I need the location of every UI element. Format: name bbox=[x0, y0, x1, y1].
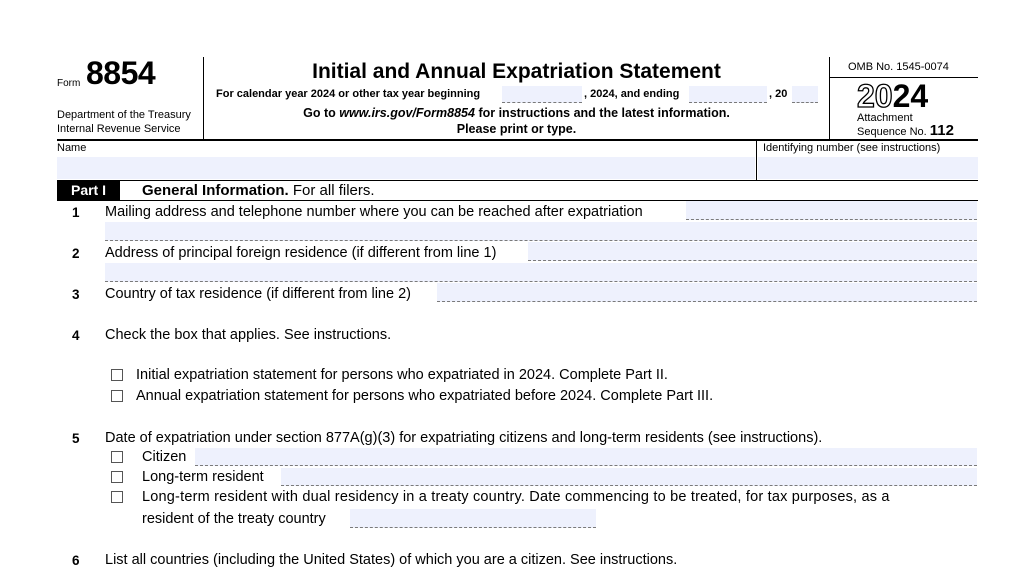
goto-suffix: for instructions and the latest information. bbox=[478, 106, 730, 120]
goto-prefix: Go to bbox=[303, 106, 336, 120]
long-term-resident-checkbox[interactable] bbox=[111, 471, 123, 483]
line3-number: 3 bbox=[72, 287, 80, 302]
part1-tag bbox=[57, 181, 120, 200]
goto-url[interactable]: www.irs.gov/Form8854 bbox=[339, 106, 475, 120]
header-divider-right bbox=[829, 57, 830, 139]
sequence-number: 112 bbox=[929, 122, 954, 139]
part1-heading bbox=[142, 182, 375, 199]
annual-statement-label: Annual expatriation statement for persons who expatriated before 2024. Complete Part III. bbox=[136, 388, 714, 404]
line6-number: 6 bbox=[72, 553, 80, 568]
tax-year-label: For calendar year 2024 or other tax year beginning bbox=[216, 88, 481, 100]
identifying-number-field[interactable] bbox=[758, 157, 978, 179]
part1-subtitle: For all filers. bbox=[292, 182, 375, 199]
tax-year-20-label: , 20 bbox=[769, 88, 788, 100]
tax-year-display bbox=[857, 78, 928, 114]
goto-instructions bbox=[204, 106, 829, 120]
line2-field-a[interactable] bbox=[528, 242, 977, 261]
sequence-row bbox=[857, 122, 954, 139]
sequence-label: Sequence No. bbox=[857, 126, 927, 138]
part1-tag-text: Part I bbox=[70, 182, 106, 198]
dual-residency-label-line1: Long-term resident with dual residency in a treaty country. Date commencing to be treated, for tax purposes, as a bbox=[142, 489, 890, 505]
year-bold: 24 bbox=[892, 78, 929, 114]
line2-field-b[interactable] bbox=[105, 263, 977, 282]
form-header bbox=[0, 0, 1024, 140]
line3-label: Country of tax residence (if different from line 2) bbox=[105, 286, 411, 302]
line5-label: Date of expatriation under section 877A(g)(3) for expatriating citizens and long-term residents (see instructions). bbox=[105, 430, 823, 446]
name-row-divider bbox=[756, 141, 757, 180]
year-outline: 20 bbox=[857, 78, 893, 114]
citizen-label: Citizen bbox=[142, 449, 187, 465]
department-text: Department of the Treasury bbox=[57, 109, 191, 121]
identifying-number-label: Identifying number (see instructions) bbox=[763, 142, 941, 154]
line1-label: Mailing address and telephone number where you can be reached after expatriation bbox=[105, 204, 643, 220]
omb-number: OMB No. 1545-0074 bbox=[848, 61, 949, 73]
form-prefix: Form bbox=[57, 78, 81, 89]
name-field[interactable] bbox=[57, 157, 755, 179]
tax-year-end-field[interactable] bbox=[689, 86, 767, 103]
dual-residency-checkbox[interactable] bbox=[111, 491, 123, 503]
part1-title: General Information. bbox=[142, 182, 289, 199]
print-note: Please print or type. bbox=[456, 122, 577, 136]
line6-label: List all countries (including the United States) of which you are a citizen. See instructions. bbox=[105, 552, 678, 568]
tax-year-begin-field[interactable] bbox=[502, 86, 582, 103]
line1-field-a[interactable] bbox=[686, 201, 977, 220]
line2-label: Address of principal foreign residence (if different from line 1) bbox=[105, 245, 497, 261]
dual-residency-label-line2: resident of the treaty country bbox=[142, 511, 326, 527]
tax-year-end-year-field[interactable] bbox=[792, 86, 818, 103]
agency-text: Internal Revenue Service bbox=[57, 123, 181, 135]
name-label: Name bbox=[57, 142, 87, 154]
name-row-bottom-rule bbox=[57, 180, 978, 181]
line4-number: 4 bbox=[72, 328, 80, 343]
line4-label: Check the box that applies. See instructions. bbox=[105, 327, 392, 343]
form-number: 8854 bbox=[86, 55, 156, 91]
initial-statement-checkbox[interactable] bbox=[111, 369, 123, 381]
line1-field-b[interactable] bbox=[105, 222, 977, 241]
annual-statement-checkbox[interactable] bbox=[111, 390, 123, 402]
line1-number: 1 bbox=[72, 205, 80, 220]
header-bottom-rule bbox=[57, 139, 978, 141]
treaty-residency-date-field[interactable] bbox=[350, 509, 596, 528]
form-title: Initial and Annual Expatriation Statement bbox=[312, 60, 721, 83]
citizen-checkbox[interactable] bbox=[111, 451, 123, 463]
tax-year-ending-label: , 2024, and ending bbox=[584, 88, 680, 100]
citizen-date-field[interactable] bbox=[195, 448, 977, 466]
initial-statement-label: Initial expatriation statement for persons who expatriated in 2024. Complete Part II. bbox=[136, 367, 668, 383]
line3-field[interactable] bbox=[437, 283, 977, 302]
line5-number: 5 bbox=[72, 431, 80, 446]
long-term-resident-label: Long-term resident bbox=[142, 469, 264, 485]
attachment-label: Attachment bbox=[857, 112, 913, 124]
long-term-resident-date-field[interactable] bbox=[281, 468, 977, 486]
line2-number: 2 bbox=[72, 246, 80, 261]
